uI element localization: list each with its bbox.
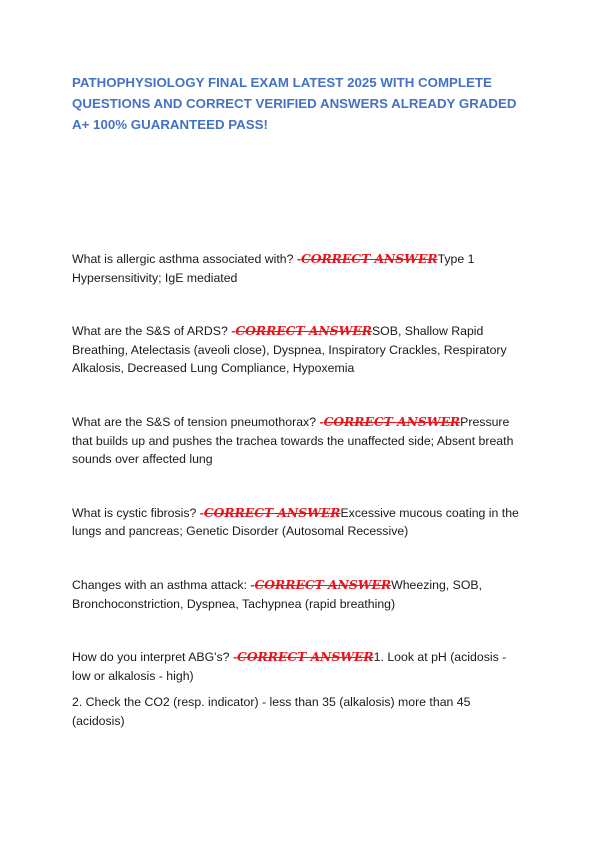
document-title: PATHOPHYSIOLOGY FINAL EXAM LATEST 2025 WITH COMPLETE QUESTIONS AND CORRECT VERIFIED ANSWERS ALREADY GRADED A+ 100% GUARANTEED PASS! [72,75,517,132]
answer-separator: - [231,324,236,339]
answer-text: SOB, Shallow Rapid Breathing, Atelectasis (aveoli close), Dyspnea, Inspiratory Crackles, Respiratory Alkalosis, Decreased Lung Compliance, Hypoxemia [72,324,507,376]
qa-item [72,250,524,287]
answer-text: Wheezing, SOB, Bronchoconstriction, Dyspnea, Tachypnea (rapid breathing) [72,577,483,611]
question-text: What is allergic asthma associated with? [72,252,297,266]
question-text: What are the S&S of ARDS? [72,324,232,339]
answer-separator: - [232,650,238,665]
qa-item [72,576,524,613]
answer-separator: - [199,505,204,520]
question-text: Changes with an asthma attack: [72,577,251,592]
qa-list [72,250,524,731]
answer-continuation: 2. Check the CO2 (resp. indicator) - less than 35 (alkalosis) more than 45 (acidosis) [72,695,471,728]
qa-item [72,648,524,685]
correct-answer-tag: CORRECT ANSWER [203,504,341,520]
qa-item [72,322,524,378]
answer-separator: - [250,577,255,592]
correct-answer-tag: CORRECT ANSWER [254,576,392,592]
correct-answer-tag: CORRECT ANSWER [323,413,461,429]
question-text: How do you interpret ABG's? [72,650,233,665]
answer-text: Type 1 Hypersensitivity; IgE mediated [72,252,475,285]
answer-text: 1. Look at pH (acidosis - low or alkalosis - high) [72,650,507,683]
answer-separator: - [296,252,301,266]
correct-answer-tag: CORRECT ANSWER [300,251,438,266]
answer-text: Pressure that builds up and pushes the trachea towards the unaffected side; Absent breath sounds over affected lung [72,414,514,467]
qa-item [72,413,524,469]
answer-text: Excessive mucous coating in the lungs and pancreas; Genetic Disorder (Autosomal Recessive) [72,505,519,539]
qa-item [72,504,524,541]
question-text: What is cystic fibrosis? [72,505,200,520]
question-text: What are the S&S of tension pneumothorax? [72,414,320,429]
correct-answer-tag: CORRECT ANSWER [235,323,372,339]
correct-answer-tag: CORRECT ANSWER [237,649,374,665]
answer-separator: - [319,414,324,429]
